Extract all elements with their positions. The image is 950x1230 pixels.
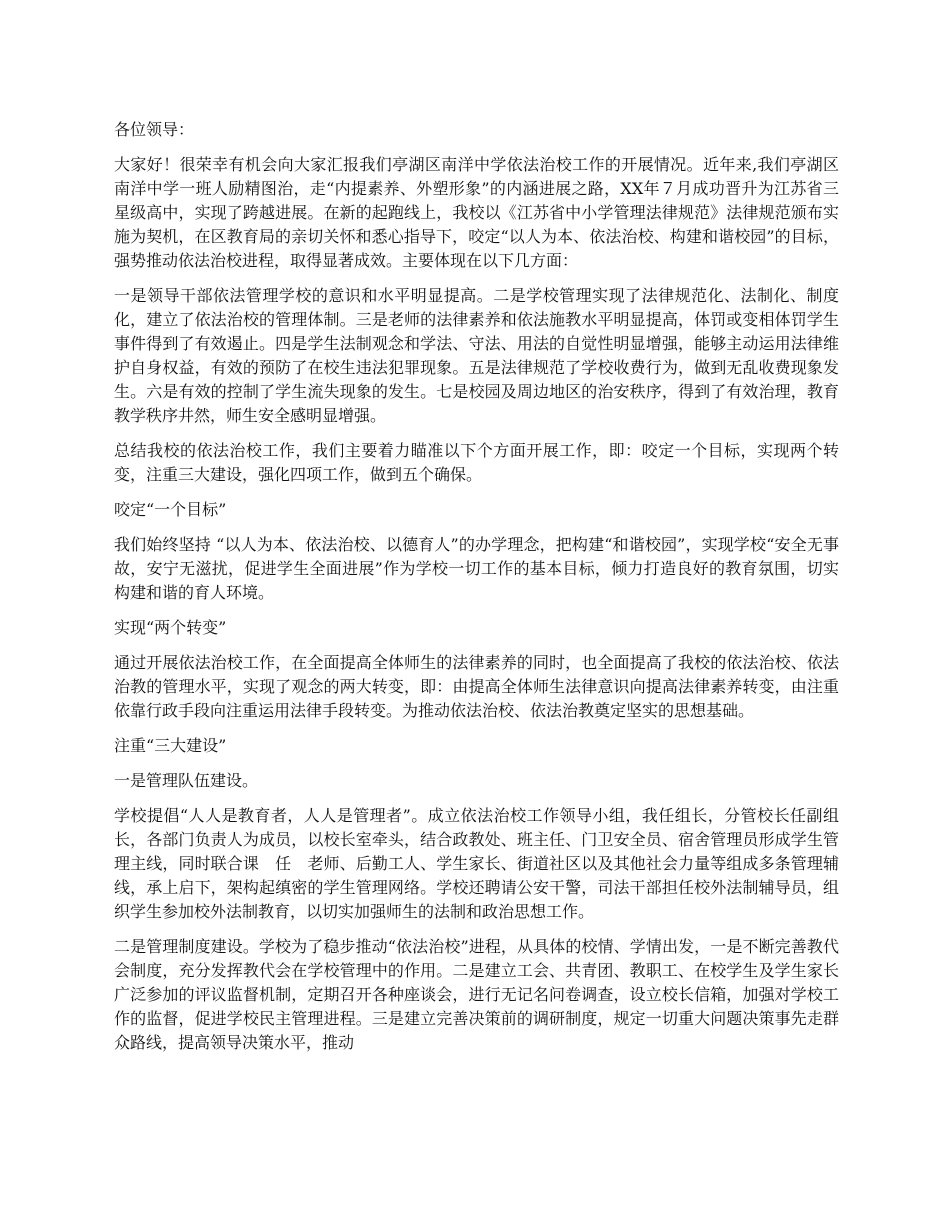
paragraph-summary: 总结我校的依法治校工作，我们主要着力瞄准以下个方面开展工作，即：咬定一个目标，实现两个转变，注重三大建设，强化四项工作，做到五个确保。 (114, 441, 839, 484)
paragraph-management-team: 学校提倡“人人是教育者，人人是管理者”。成立依法治校工作领导小组，我任组长，分管校长任副组长，各部门负责人为成员，以校长室牵头，结合政教处、班主任、门卫安全员、宿舍管理员形成学生管理主线，同时联合课 任 老师、后勤工人、学生家长、街道社区以及其他社会力量等组成多条管理辅线，承上启下，架构起缜密的学生管理网络。学校还聘请公安干警，司法干部担任校外法制辅导员，组织学生参加校外法制教育，以切实加强师生的法制和政治思想工作。 (114, 806, 839, 921)
salutation: 各位领导： (114, 120, 195, 139)
paragraph-achievements: 一是领导干部依法管理学校的意识和水平明显提高。二是学校管理实现了法律规范化、法制化、制度化，建立了依法治校的管理体制。三是老师的法律素养和依法施教水平明显提高，体罚或变相体罚学生事件得到了有效遏止。四是学生法制观念和学法、守法、用法的自觉性明显增强，能够主动运用法律维护自身权益，有效的预防了在校生违法犯罪现象。五是法律规范了学校收费行为，做到无乱收费现象发生。六是有效的控制了学生流失现象的发生。七是校园及周边地区的治安秩序，得到了有效治理，教育教学秩序井然，师生安全感明显增强。 (114, 286, 839, 425)
section-heading-two-transformations: 实现“两个转变” (114, 618, 227, 637)
section-heading-three-constructions: 注重“三大建设” (114, 736, 227, 755)
paragraph-management-system: 二是管理制度建设。学校为了稳步推动“依法治校”进程，从具体的校情、学情出发，一是不断完善教代会制度，充分发挥教代会在学校管理中的作用。二是建立工会、共青团、教职工、在校学生及学生家长广泛参加的评议监督机制，定期召开各种座谈会，进行无记名问卷调查，设立校长信箱，加强对学校工作的监督，促进学校民主管理进程。三是建立完善决策前的调研制度，规定一切重大问题决策事先走群众路线，提高领导决策水平，推动 (114, 937, 839, 1052)
paragraph-one-goal: 我们始终坚持 “以人为本、依法治校、以德育人”的办学理念，把构建“和谐校园”，实现学校“安全无事故，安宁无滋扰，促进学生全面进展”作为学校一切工作的基本目标，倾力打造良好的教育氛围，切实构建和谐的育人环境。 (114, 535, 839, 602)
paragraph-two-transformations: 通过开展依法治校工作，在全面提高全体师生的法律素养的同时，也全面提高了我校的依法治校、依法治教的管理水平，实现了观念的两大转变，即：由提高全体师生法律意识向提高法律素养转变，由注重依靠行政手段向注重运用法律手段转变。为推动依法治校、依法治教奠定坚实的思想基础。 (114, 653, 839, 720)
document-page (114, 118, 839, 1066)
subheading-management-team: 一是管理队伍建设。 (114, 771, 259, 790)
paragraph-opening: 大家好！很荣幸有机会向大家汇报我们亭湖区南洋中学依法治校工作的开展情况。近年来,我们亭湖区南洋中学一班人励精图治，走“内提素养、外塑形象”的内涵进展之路，XX年７月成功晋升为江苏省三星级高中，实现了跨越进展。在新的起跑线上，我校以《江苏省中小学管理法律规范》法律规范颁布实施为契机，在区教育局的亲切关怀和悉心指导下，咬定“以人为本、依法治校、构建和谐校园”的目标，强势推动依法治校进程，取得显著成效。主要体现在以下几方面： (114, 155, 839, 270)
section-heading-one-goal: 咬定“一个目标” (114, 500, 227, 519)
